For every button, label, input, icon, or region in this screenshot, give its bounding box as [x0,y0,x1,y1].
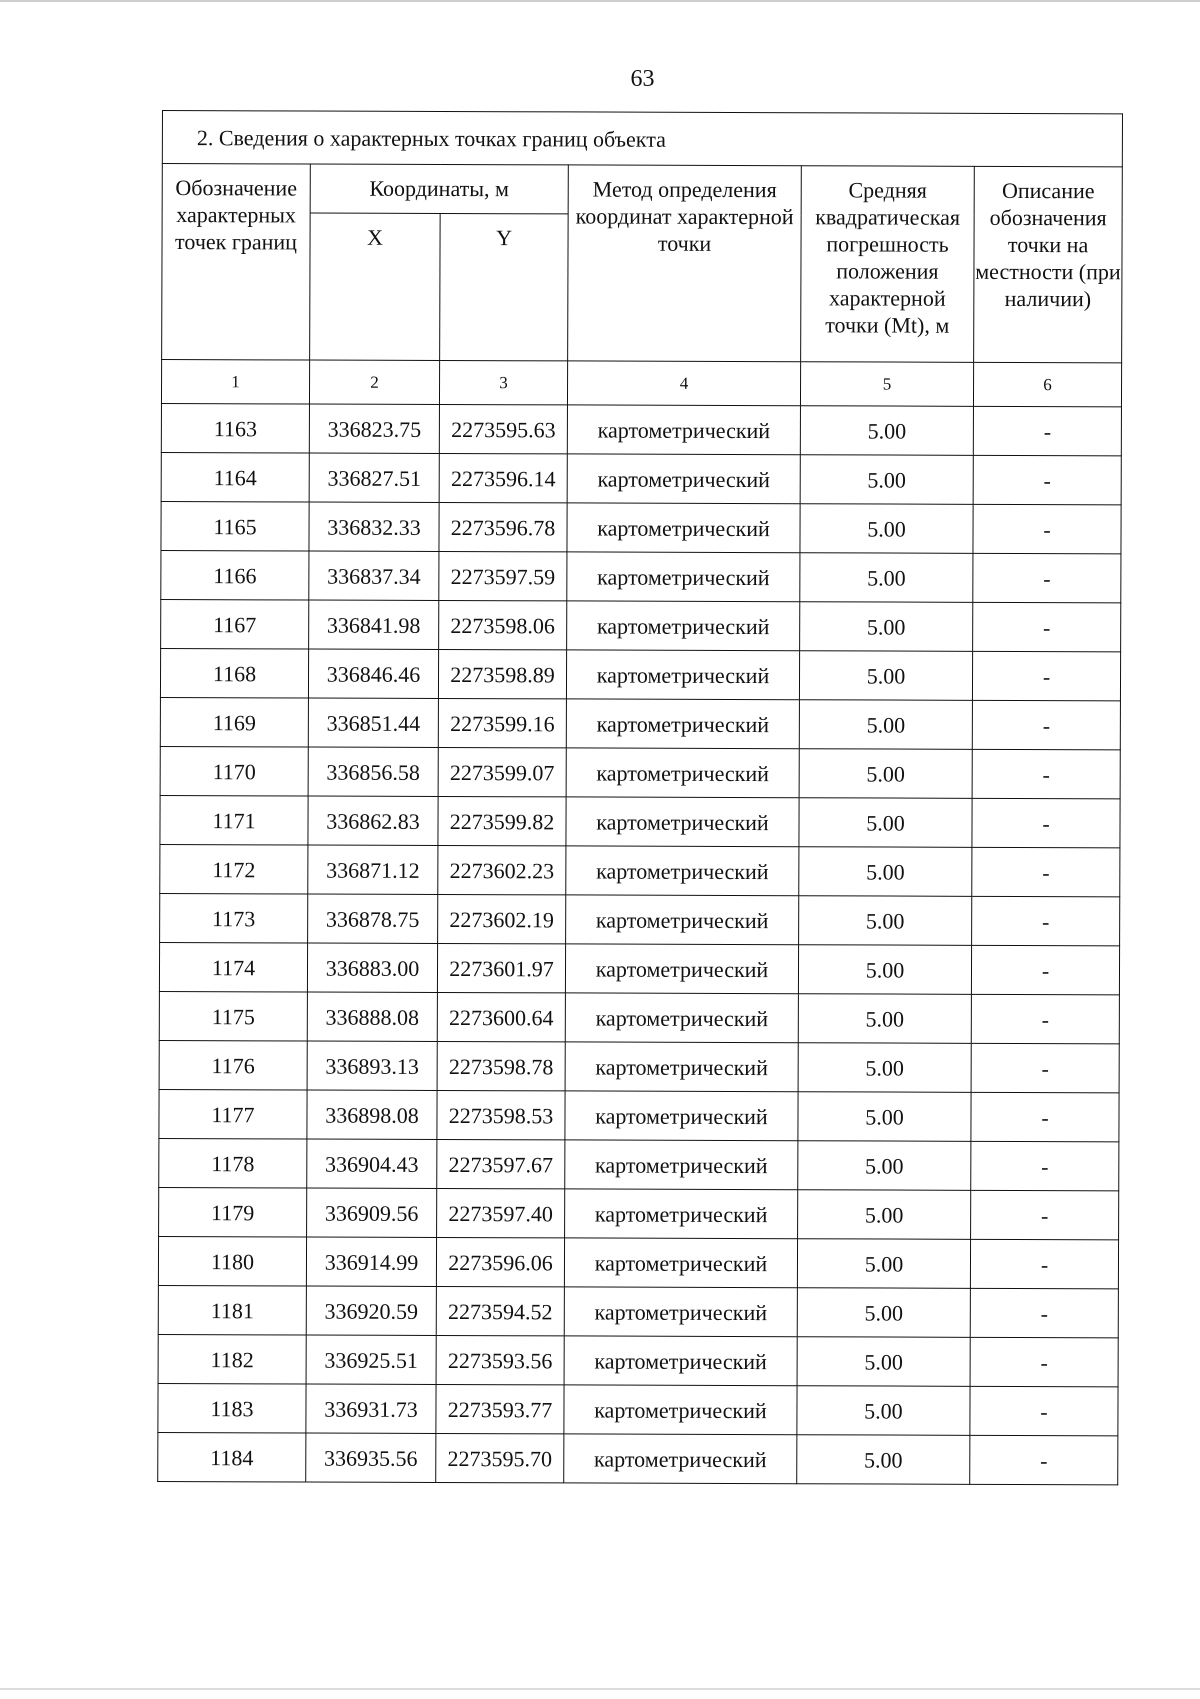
cell-x: 336898.08 [307,1090,437,1139]
cell-x: 336823.75 [309,404,439,453]
cell-x: 336871.12 [308,845,438,894]
cell-mt: 5.00 [797,1288,970,1338]
cell-x: 336856.58 [308,747,438,796]
header-x: X [310,213,441,360]
cell-x: 336841.98 [309,600,439,649]
cell-point-id: 1173 [160,893,308,943]
cell-point-id: 1165 [161,501,309,551]
cell-method: картометрический [566,846,799,896]
cell-y: 2273594.52 [436,1286,564,1335]
header-coordinates: Координаты, м [310,164,568,214]
cell-method: картометрический [565,1042,798,1092]
cell-mt: 5.00 [799,749,972,799]
cell-y: 2273595.70 [436,1433,564,1482]
cell-method: картометрический [565,993,798,1043]
cell-point-id: 1179 [159,1187,307,1237]
cell-y: 2273599.82 [438,796,566,845]
cell-x: 336846.46 [308,649,438,698]
page-number: 63 [630,66,655,92]
cell-point-id: 1177 [159,1089,307,1139]
cell-mt: 5.00 [798,1190,971,1240]
header-error: Средняя квадратическая погрешность положения характерной точки (Mt), м [801,166,975,363]
cell-description: - [972,896,1120,946]
cell-x: 336920.59 [306,1286,436,1335]
table-row [159,991,1119,1043]
cell-y: 2273596.14 [439,453,567,502]
table-row [161,501,1121,553]
boundary-points-table [157,110,1123,1485]
cell-point-id: 1183 [158,1383,306,1433]
cell-mt: 5.00 [797,1386,970,1436]
cell-method: картометрический [567,601,800,651]
cell-y: 2273596.06 [436,1237,564,1286]
cell-description: - [970,1386,1118,1436]
cell-x: 336837.34 [309,551,439,600]
table-row [161,550,1121,602]
cell-description: - [971,1043,1119,1093]
column-number-3: 3 [439,360,567,404]
cell-mt: 5.00 [798,1092,971,1142]
cell-x: 336925.51 [306,1335,436,1384]
cell-mt: 5.00 [800,406,973,456]
cell-method: картометрический [566,650,799,700]
cell-mt: 5.00 [800,602,973,652]
cell-description: - [971,994,1119,1044]
cell-mt: 5.00 [800,504,973,554]
cell-description: - [970,1239,1118,1289]
cell-x: 336909.56 [307,1188,437,1237]
scan-edge-bottom [0,1688,1200,1690]
cell-x: 336931.73 [306,1384,436,1433]
cell-point-id: 1169 [160,697,308,747]
section-title: 2. Сведения о характерных точках границ объекта [162,111,1122,167]
cell-x: 336827.51 [309,453,439,502]
cell-mt: 5.00 [797,1337,970,1387]
header-y: Y [440,213,569,360]
cell-description: - [970,1337,1118,1387]
cell-x: 336914.99 [306,1237,436,1286]
cell-method: картометрический [566,797,799,847]
cell-y: 2273598.78 [437,1041,565,1090]
table-row [160,746,1120,798]
cell-description: - [971,1190,1119,1240]
cell-method: картометрический [566,748,799,798]
cell-y: 2273597.59 [439,551,567,600]
cell-y: 2273601.97 [437,943,565,992]
cell-y: 2273600.64 [437,992,565,1041]
column-number-row [161,360,1121,407]
cell-method: картометрический [564,1336,797,1386]
cell-description: - [970,1435,1118,1485]
cell-y: 2273598.06 [439,600,567,649]
column-number-6: 6 [973,362,1121,407]
cell-y: 2273599.16 [438,698,566,747]
cell-y: 2273598.89 [438,649,566,698]
cell-method: картометрический [565,944,798,994]
cell-mt: 5.00 [798,994,971,1044]
cell-y: 2273597.40 [437,1188,565,1237]
cell-description: - [972,651,1120,701]
cell-point-id: 1172 [160,844,308,894]
table-row [159,1187,1119,1239]
table-row [158,1383,1118,1435]
cell-x: 336904.43 [307,1139,437,1188]
scan-edge-top [0,0,1200,2]
cell-method: картометрический [564,1385,797,1435]
cell-mt: 5.00 [800,455,973,505]
column-number-4: 4 [567,361,800,406]
cell-description: - [973,602,1121,652]
table-row [158,1432,1118,1484]
cell-x: 336893.13 [307,1041,437,1090]
cell-method: картометрический [565,1091,798,1141]
cell-x: 336862.83 [308,796,438,845]
table-row [160,795,1120,847]
cell-description: - [973,504,1121,554]
cell-mt: 5.00 [798,1141,971,1191]
cell-description: - [971,1141,1119,1191]
cell-point-id: 1184 [158,1432,306,1482]
column-number-1: 1 [161,360,309,405]
cell-y: 2273602.23 [438,845,566,894]
cell-description: - [973,406,1121,456]
table-row [159,1089,1119,1141]
cell-y: 2273597.67 [437,1139,565,1188]
cell-x: 336851.44 [308,698,438,747]
table-row [159,1138,1119,1190]
cell-x: 336888.08 [307,992,437,1041]
header-method: Метод определения координат характерной точки [568,165,802,362]
cell-y: 2273602.19 [438,894,566,943]
cell-x: 336935.56 [306,1433,436,1482]
table-row [161,452,1121,504]
table-row [159,942,1119,994]
cell-method: картометрический [567,405,800,455]
header-row-1 [162,164,1122,216]
cell-description: - [972,798,1120,848]
cell-y: 2273595.63 [439,404,567,453]
section-title-row [162,111,1122,167]
table-row [160,697,1120,749]
table-row [158,1236,1118,1288]
cell-point-id: 1175 [159,991,307,1041]
cell-method: картометрический [564,1238,797,1288]
cell-point-id: 1176 [159,1040,307,1090]
table-row [161,599,1121,651]
cell-method: картометрический [566,895,799,945]
cell-description: - [971,1092,1119,1142]
cell-description: - [973,455,1121,505]
cell-method: картометрический [564,1434,797,1484]
cell-method: картометрический [565,1140,798,1190]
cell-description: - [972,749,1120,799]
cell-y: 2273599.07 [438,747,566,796]
cell-x: 336878.75 [308,894,438,943]
header-point-designation: Обозначение характерных точек границ [162,164,311,361]
table-row [160,844,1120,896]
cell-method: картометрический [567,503,800,553]
cell-point-id: 1168 [160,648,308,698]
table-row [158,1334,1118,1386]
cell-method: картометрический [564,1287,797,1337]
cell-mt: 5.00 [799,896,972,946]
cell-y: 2273598.53 [437,1090,565,1139]
cell-point-id: 1174 [159,942,307,992]
table-row [160,893,1120,945]
cell-point-id: 1170 [160,746,308,796]
cell-y: 2273593.77 [436,1384,564,1433]
table-row [158,1285,1118,1337]
cell-point-id: 1171 [160,795,308,845]
cell-point-id: 1181 [158,1285,306,1335]
cell-x: 336832.33 [309,502,439,551]
cell-point-id: 1166 [161,550,309,600]
cell-description: - [972,847,1120,897]
cell-point-id: 1182 [158,1334,306,1384]
header-description: Описание обозначения точки на местности (при наличии) [974,166,1123,363]
cell-mt: 5.00 [799,798,972,848]
cell-description: - [970,1288,1118,1338]
table-row [159,1040,1119,1092]
cell-mt: 5.00 [798,945,971,995]
cell-point-id: 1178 [159,1138,307,1188]
cell-method: картометрический [565,1189,798,1239]
cell-point-id: 1163 [161,403,309,453]
cell-x: 336883.00 [307,943,437,992]
cell-mt: 5.00 [797,1435,970,1485]
cell-mt: 5.00 [798,1043,971,1093]
cell-mt: 5.00 [799,847,972,897]
cell-y: 2273596.78 [439,502,567,551]
column-number-2: 2 [309,360,439,404]
table-row [160,648,1120,700]
column-number-5: 5 [800,362,973,407]
cell-method: картометрический [567,552,800,602]
cell-point-id: 1180 [158,1236,306,1286]
cell-description: - [971,945,1119,995]
cell-mt: 5.00 [799,651,972,701]
cell-mt: 5.00 [800,553,973,603]
table-row [161,403,1121,455]
cell-method: картометрический [566,699,799,749]
cell-mt: 5.00 [797,1239,970,1289]
cell-y: 2273593.56 [436,1335,564,1384]
cell-description: - [973,553,1121,603]
cell-mt: 5.00 [799,700,972,750]
cell-method: картометрический [567,454,800,504]
cell-point-id: 1167 [161,599,309,649]
cell-description: - [972,700,1120,750]
cell-point-id: 1164 [161,452,309,502]
